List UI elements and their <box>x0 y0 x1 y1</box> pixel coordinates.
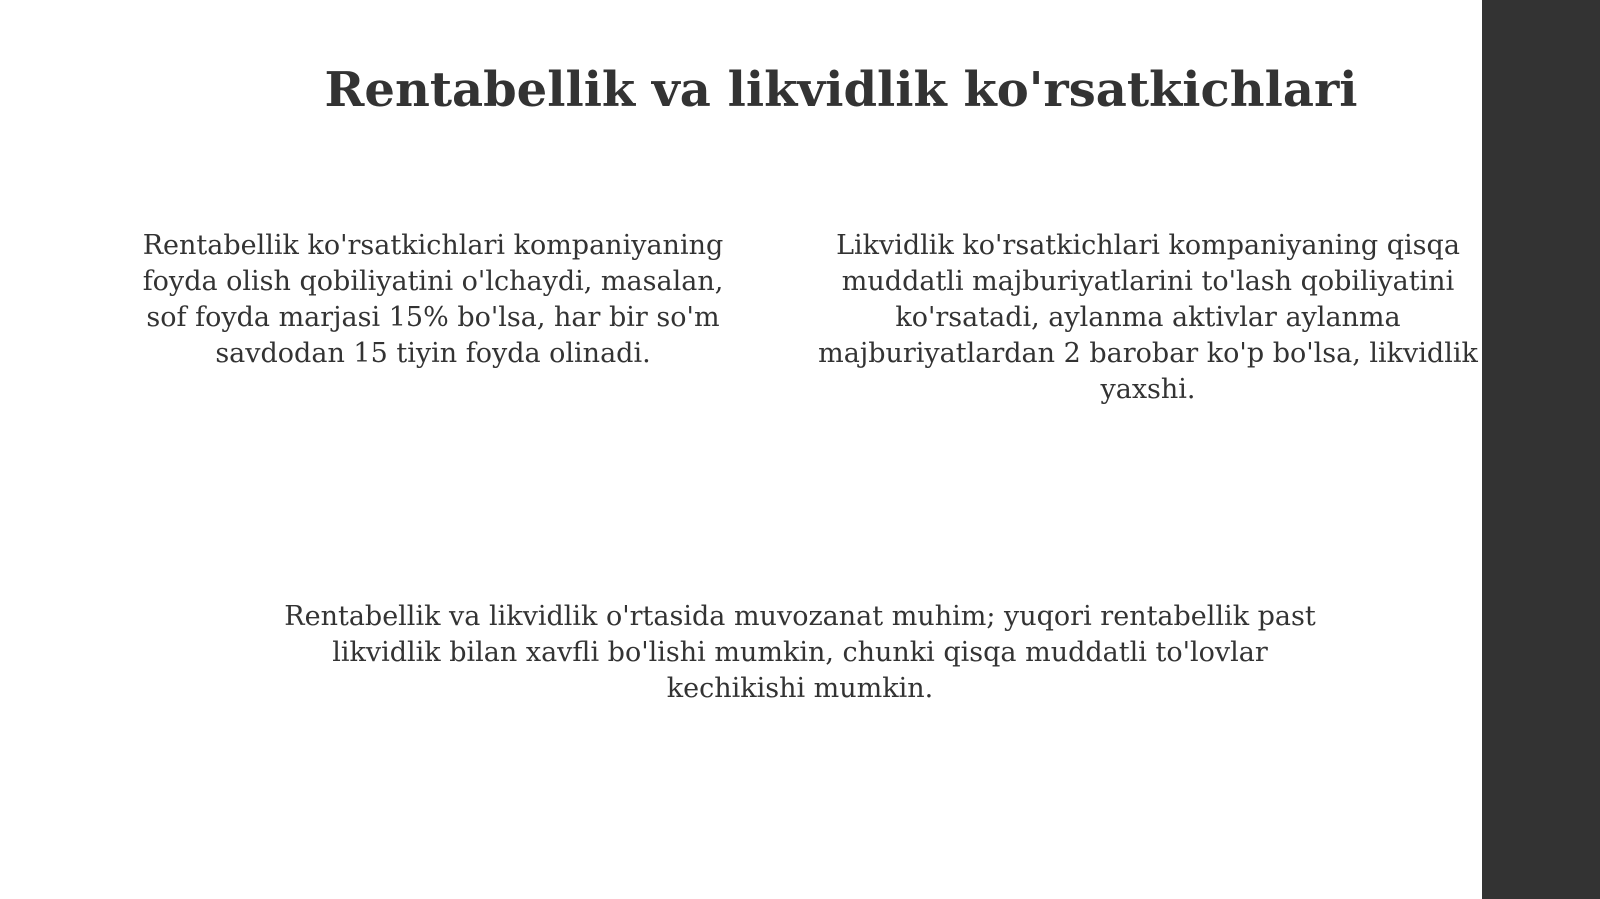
balance-paragraph: Rentabellik va likvidlik o'rtasida muvozanat muhim; yuqori rentabellik past likvidlik bilan xavfli bo'lishi mumkin, chunki qisqa muddatli to'lovlar kechikishi mumkin. <box>284 601 1316 704</box>
slide-title: Rentabellik va likvidlik ko'rsatkichlari <box>324 62 1358 118</box>
side-decoration-bar <box>1482 0 1600 899</box>
profitability-paragraph: Rentabellik ko'rsatkichlari kompaniyaning foyda olish qobiliyatini o'lchaydi, masalan, sof foyda marjasi 15% bo'lsa, har bir so'm savdodan 15 tiyin foyda olinadi. <box>142 230 724 369</box>
liquidity-paragraph: Likvidlik ko'rsatkichlari kompaniyaning qisqa muddatli majburiyatlarini to'lash qobiliyatini ko'rsatadi, aylanma aktivlar aylanma majburiyatlardan 2 barobar ko'p bo'lsa, likvidlik yaxshi. <box>818 230 1478 405</box>
